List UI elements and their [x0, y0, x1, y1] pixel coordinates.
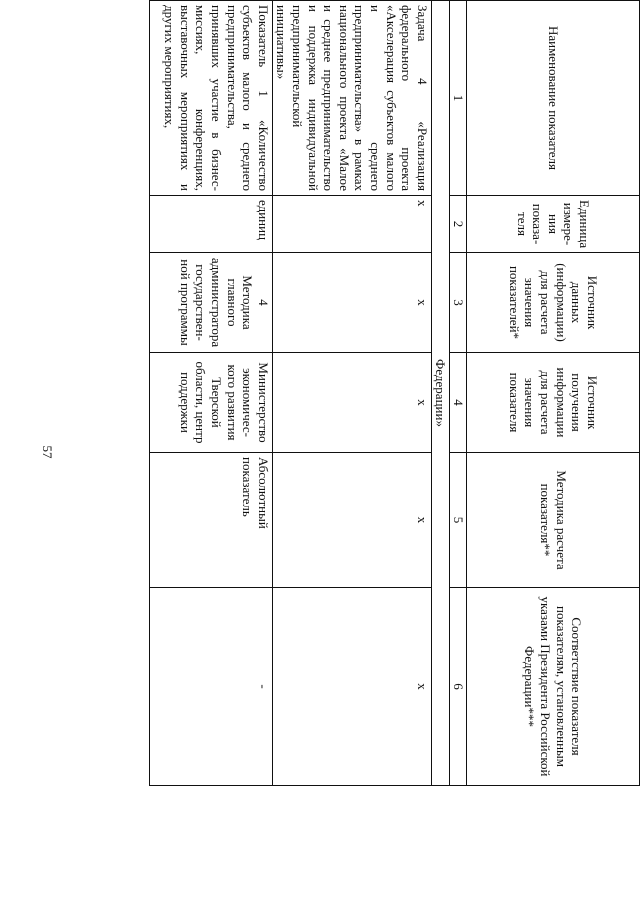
row-info-source: Министерство экономичес-кого развития Тверской области, центр поддержки	[149, 353, 272, 453]
column-number: 5	[450, 453, 467, 588]
header-unit: Единица измере-ния показа-теля	[467, 196, 640, 253]
column-number: 4	[450, 353, 467, 453]
row-name: Показатель 1 «Количество субъектов малого и среднего предпринимательства, принявших участие в бизнес-миссиях, конференциях, выставочных мероприятиях и других мероприятиях,	[149, 1, 272, 196]
header-decree-compliance: Соответствие показателя показателям, установленным указами Президента Российской Федерации***	[467, 588, 640, 786]
row-name: Задача 4 «Реализация федерального проекта «Акселерация субъектов малого и среднего предпринимательства» в рамках национального проекта «Малое и среднее предпринимательство и поддержка индивидуальной предпринимательской инициативы»	[272, 1, 431, 196]
header-method: Методика расчета показателя**	[467, 453, 640, 588]
row-data-source-cell	[149, 253, 272, 353]
row-data-source: х	[272, 253, 431, 353]
document-table-area	[100, 5, 600, 777]
row-decree: -	[149, 588, 272, 786]
row-unit: х	[272, 196, 431, 253]
header-name: Наименование показателя	[467, 1, 640, 196]
table-row	[272, 1, 431, 786]
column-number: 6	[450, 588, 467, 786]
row-info-source: х	[272, 353, 431, 453]
row-data-source: Методика главного администратора государствен-ной программы	[177, 257, 256, 348]
row-decree: х	[272, 588, 431, 786]
column-number: 1	[450, 1, 467, 196]
column-number: 3	[450, 253, 467, 353]
table-row	[149, 1, 272, 786]
column-number: 2	[450, 196, 467, 253]
row-data-source-prefix: 4	[255, 299, 271, 306]
continuation-text: Федерации»	[431, 1, 450, 786]
row-method: Абсолютный показатель	[149, 453, 272, 588]
row-method: х	[272, 453, 431, 588]
header-data-source: Источник данных (информации) для расчета значения показателей*	[467, 253, 640, 353]
continuation-row	[431, 1, 450, 786]
column-number-row	[450, 1, 467, 786]
page-number: 57	[40, 445, 55, 459]
row-unit: единиц	[149, 196, 272, 253]
header-info-source: Источник получения информации для расчета значения показателя	[467, 353, 640, 453]
header-row	[467, 1, 640, 786]
indicators-table	[149, 0, 640, 786]
